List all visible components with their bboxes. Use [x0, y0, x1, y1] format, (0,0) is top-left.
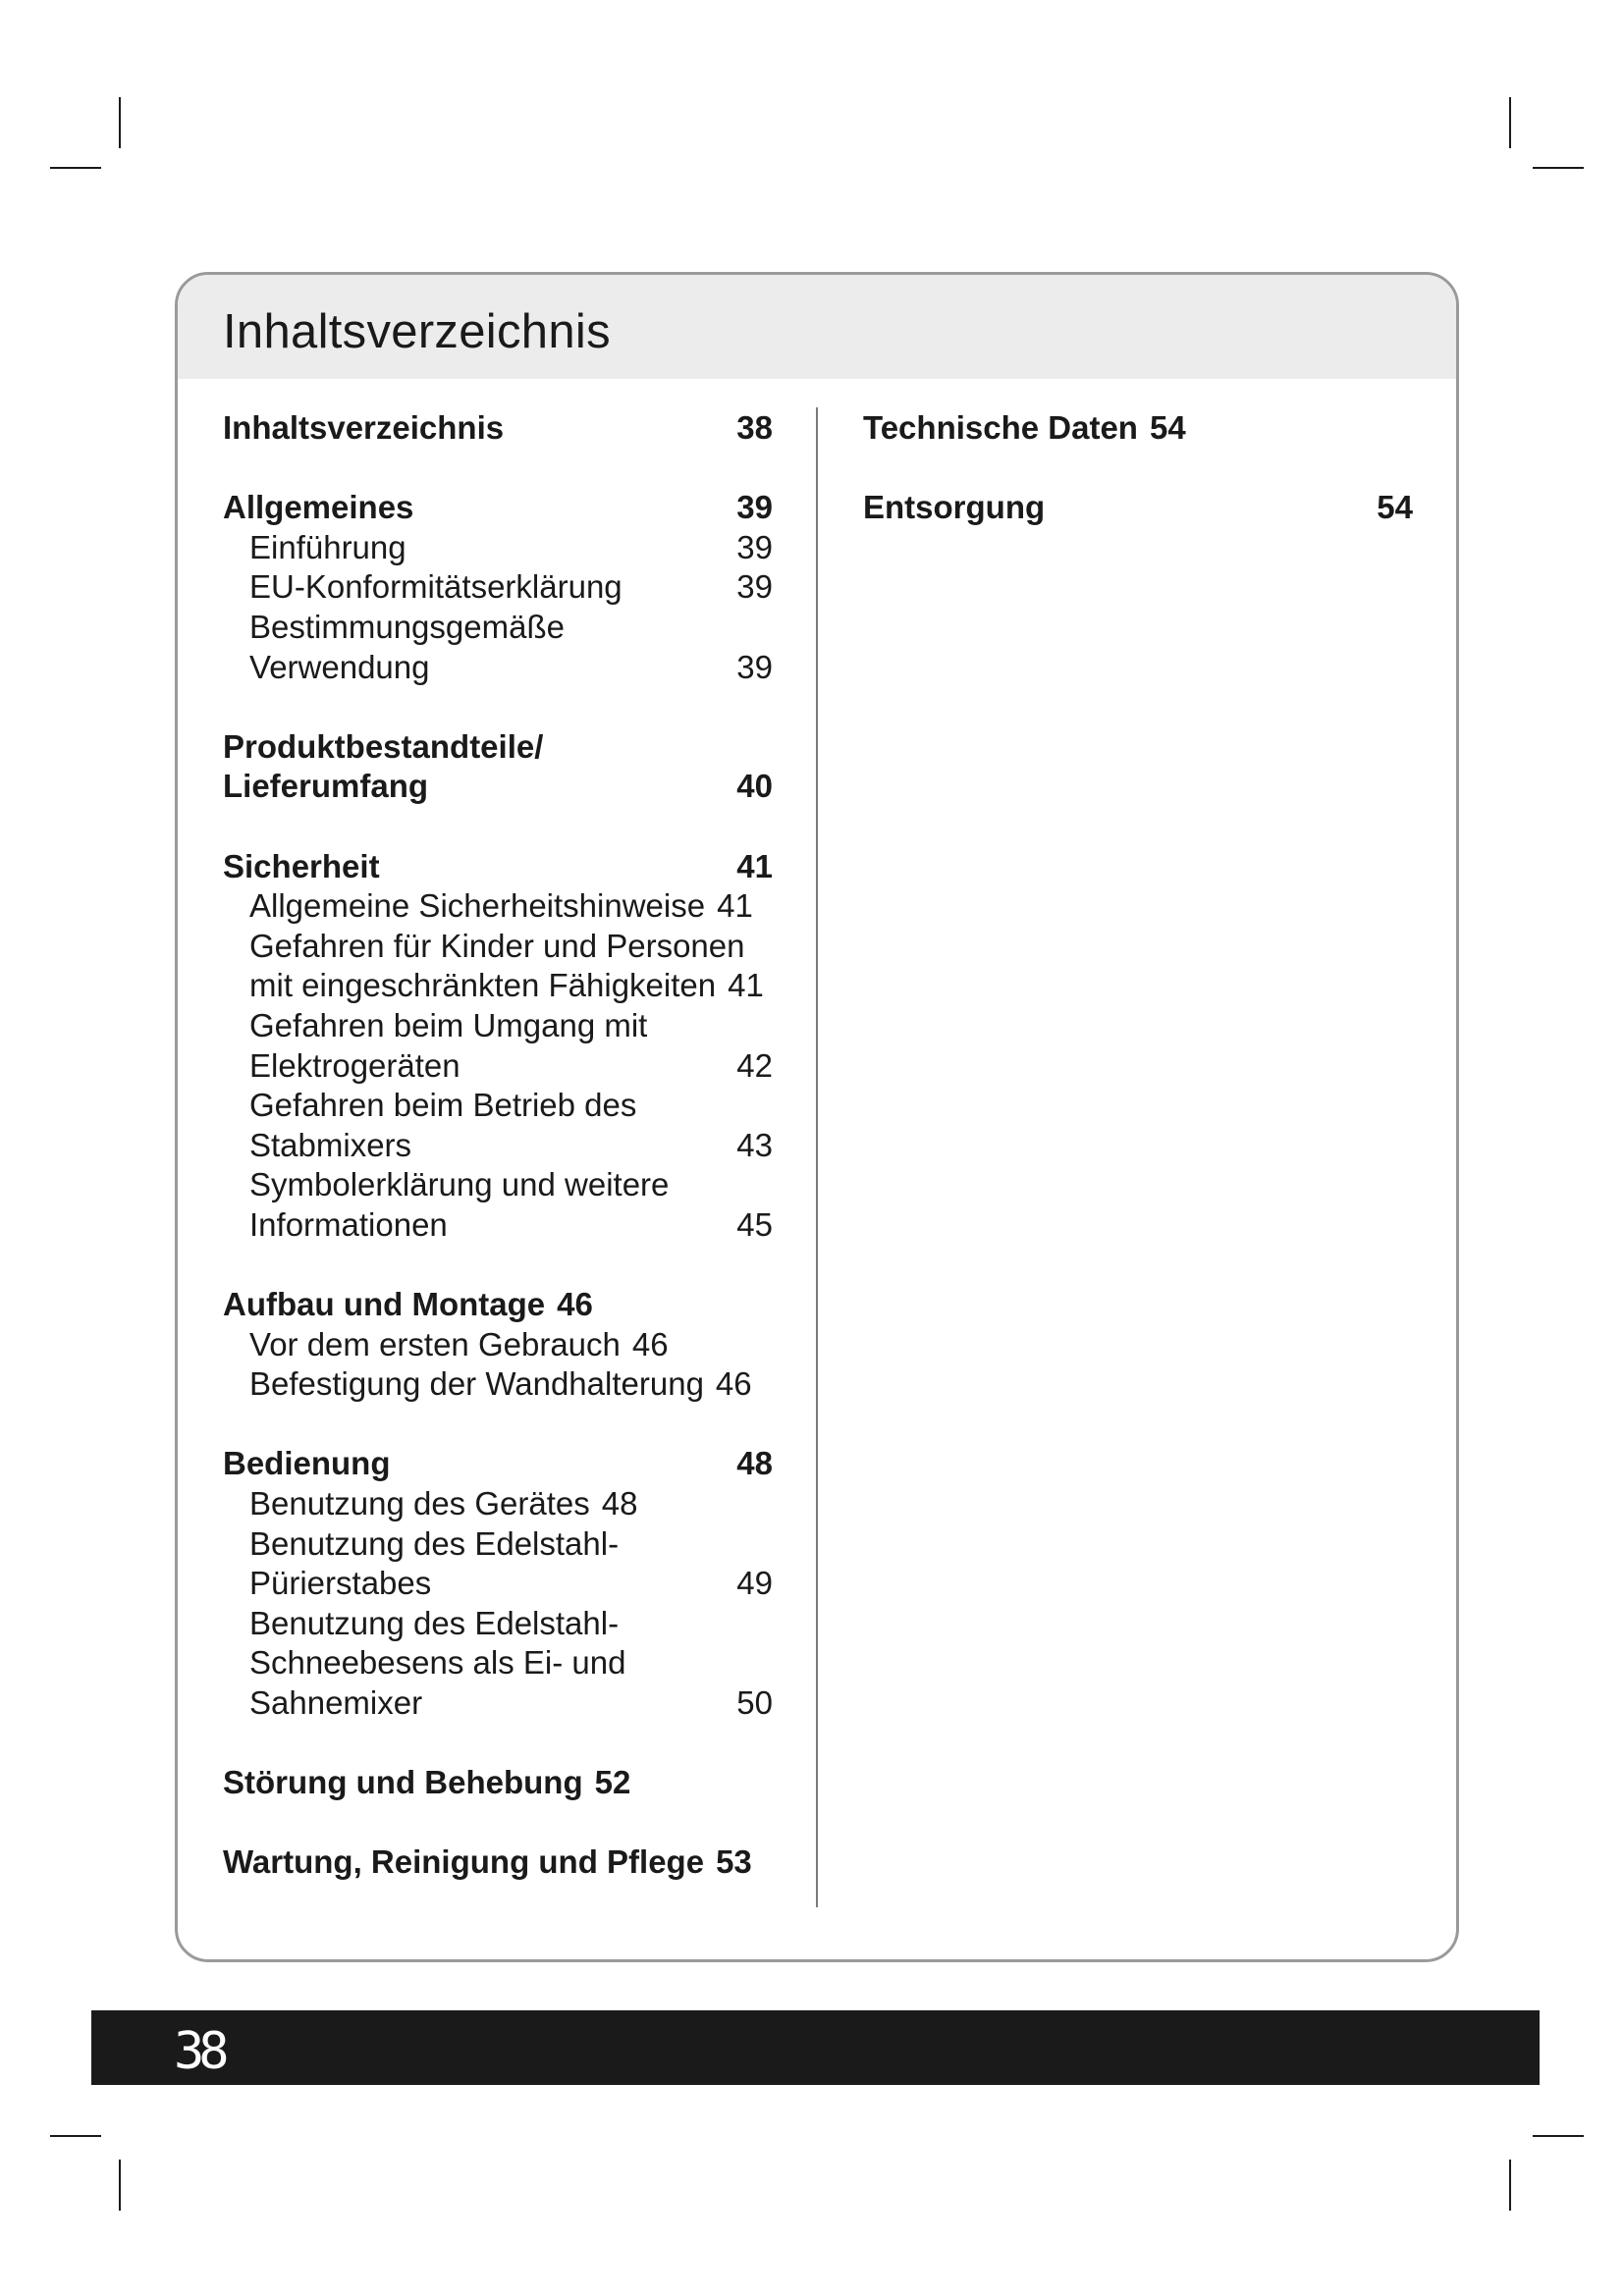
toc-header [178, 275, 1456, 379]
toc-section-entry[interactable] [223, 1842, 773, 1883]
toc-entry-label: Befestigung der Wandhalterung 46 [249, 1365, 752, 1403]
page-footer-bar [91, 2010, 1540, 2085]
toc-entry-page: 52 [594, 1764, 631, 1801]
toc-entry-label: Informationen [249, 1205, 448, 1243]
toc-entry-page: 39 [736, 489, 773, 526]
toc-subsection-entry[interactable] [223, 927, 773, 967]
toc-spacer [863, 449, 1413, 489]
toc-subsection-entry[interactable] [223, 1165, 773, 1205]
toc-entry-page: 41 [736, 847, 773, 884]
toc-subsection-entry[interactable] [223, 1046, 773, 1087]
toc-subsection-entry[interactable] [223, 1126, 773, 1166]
toc-entry-page: 38 [736, 409, 773, 446]
toc-entry-label: Wartung, Reinigung und Pflege 53 [223, 1843, 752, 1881]
page-title: Inhaltsverzeichnis [223, 305, 611, 358]
toc-spacer [223, 1405, 773, 1445]
crop-mark [50, 167, 101, 169]
toc-entry-label: Bestimmungsgemäße [249, 608, 565, 645]
toc-subsection-entry[interactable] [223, 1683, 773, 1724]
toc-entry-page: 53 [716, 1843, 752, 1881]
toc-entry-label: Stabmixers [249, 1126, 412, 1163]
toc-spacer [223, 807, 773, 847]
toc-entry-label: Technische Daten 54 [863, 409, 1186, 446]
toc-subsection-entry[interactable] [223, 528, 773, 568]
toc-entry-label: Störung und Behebung 52 [223, 1764, 631, 1801]
toc-section-entry[interactable] [863, 408, 1413, 449]
toc-entry-page: 54 [1149, 409, 1186, 446]
page-number: 38 [174, 2022, 224, 2081]
crop-mark [119, 2160, 121, 2211]
toc-entry-label: Gefahren beim Umgang mit [249, 1006, 648, 1043]
toc-entry-page: 46 [631, 1325, 669, 1362]
toc-section-entry[interactable] [223, 1763, 773, 1803]
toc-section-entry[interactable] [863, 488, 1413, 528]
toc-section-entry[interactable] [223, 767, 773, 807]
toc-entry-label: Gefahren beim Betrieb des [249, 1087, 637, 1124]
toc-entry-label: Inhaltsverzeichnis [223, 409, 505, 446]
toc-entry-page: 50 [736, 1684, 773, 1721]
toc-subsection-entry[interactable] [223, 1524, 773, 1565]
toc-subsection-entry[interactable] [223, 1086, 773, 1126]
toc-right-column [863, 408, 1413, 528]
toc-entry-label: Pürierstabes [249, 1565, 432, 1602]
toc-entry-page: 45 [736, 1205, 773, 1243]
toc-entry-page: 39 [736, 568, 773, 606]
toc-section-entry[interactable] [223, 1444, 773, 1484]
toc-subsection-entry[interactable] [223, 886, 773, 927]
toc-subsection-entry[interactable] [223, 1604, 773, 1644]
toc-section-entry[interactable] [223, 408, 773, 449]
toc-entry-page: 54 [1377, 489, 1413, 526]
toc-subsection-entry[interactable] [223, 966, 773, 1006]
toc-box [175, 272, 1459, 1962]
toc-subsection-entry[interactable] [223, 567, 773, 608]
toc-subsection-entry[interactable] [223, 1325, 773, 1365]
toc-spacer [223, 1245, 773, 1285]
toc-entry-page: 41 [728, 967, 764, 1004]
toc-spacer [223, 1724, 773, 1764]
toc-subsection-entry[interactable] [223, 608, 773, 648]
toc-entry-label: Gefahren für Kinder und Personen [249, 927, 745, 964]
toc-subsection-entry[interactable] [223, 1364, 773, 1405]
toc-entry-label: Benutzung des Edelstahl- [249, 1604, 620, 1641]
toc-entry-label: Schneebesens als Ei- und [249, 1644, 626, 1682]
toc-section-entry[interactable] [223, 847, 773, 887]
toc-subsection-entry[interactable] [223, 648, 773, 688]
toc-spacer [223, 449, 773, 489]
toc-entry-page: 48 [601, 1485, 638, 1522]
toc-section-entry[interactable] [223, 727, 773, 768]
toc-entry-label: Sahnemixer [249, 1684, 423, 1721]
toc-left-column [223, 408, 773, 1883]
toc-subsection-entry[interactable] [223, 1006, 773, 1046]
toc-entry-page: 41 [717, 887, 753, 925]
crop-mark [1533, 2135, 1584, 2137]
crop-mark [1509, 2160, 1511, 2211]
toc-subsection-entry[interactable] [223, 1484, 773, 1524]
toc-entry-label: Produktbestandteile/ [223, 727, 544, 765]
toc-spacer [223, 687, 773, 727]
toc-entry-page: 48 [736, 1445, 773, 1482]
toc-entry-page: 46 [715, 1365, 752, 1403]
toc-entry-page: 43 [736, 1126, 773, 1163]
column-divider [816, 407, 818, 1907]
toc-entry-label: Allgemeine Sicherheitshinweise 41 [249, 887, 753, 925]
toc-entry-page: 40 [736, 768, 773, 805]
toc-entry-label: Allgemeines [223, 489, 414, 526]
toc-entry-page: 39 [736, 648, 773, 685]
toc-subsection-entry[interactable] [223, 1564, 773, 1604]
toc-entry-page: 49 [736, 1565, 773, 1602]
toc-entry-label: Einführung [249, 528, 406, 565]
toc-entry-label: Entsorgung [863, 489, 1046, 526]
crop-mark [1533, 167, 1584, 169]
toc-entry-page: 39 [736, 528, 773, 565]
crop-mark [119, 97, 121, 148]
crop-mark [1509, 97, 1511, 148]
toc-entry-label: Verwendung [249, 648, 430, 685]
toc-entry-label: Benutzung des Gerätes 48 [249, 1485, 638, 1522]
toc-entry-label: EU-Konformitätserklärung [249, 568, 623, 606]
toc-subsection-entry[interactable] [223, 1205, 773, 1246]
toc-entry-page: 42 [736, 1046, 773, 1084]
toc-subsection-entry[interactable] [223, 1643, 773, 1683]
toc-entry-page: 46 [557, 1286, 593, 1323]
toc-entry-label: Elektrogeräten [249, 1046, 460, 1084]
toc-entry-label: Aufbau und Montage 46 [223, 1286, 593, 1323]
toc-section-entry[interactable] [223, 488, 773, 528]
toc-spacer [223, 1803, 773, 1843]
crop-mark [50, 2135, 101, 2137]
toc-section-entry[interactable] [223, 1285, 773, 1325]
toc-entry-label: Sicherheit [223, 847, 380, 884]
toc-entry-label: Lieferumfang [223, 768, 429, 805]
toc-entry-label: Symbolerklärung und weitere [249, 1166, 670, 1203]
toc-entry-label: mit eingeschränkten Fähigkeiten 41 [249, 967, 764, 1004]
toc-entry-label: Vor dem ersten Gebrauch 46 [249, 1325, 669, 1362]
toc-entry-label: Benutzung des Edelstahl- [249, 1524, 620, 1562]
toc-entry-label: Bedienung [223, 1445, 391, 1482]
